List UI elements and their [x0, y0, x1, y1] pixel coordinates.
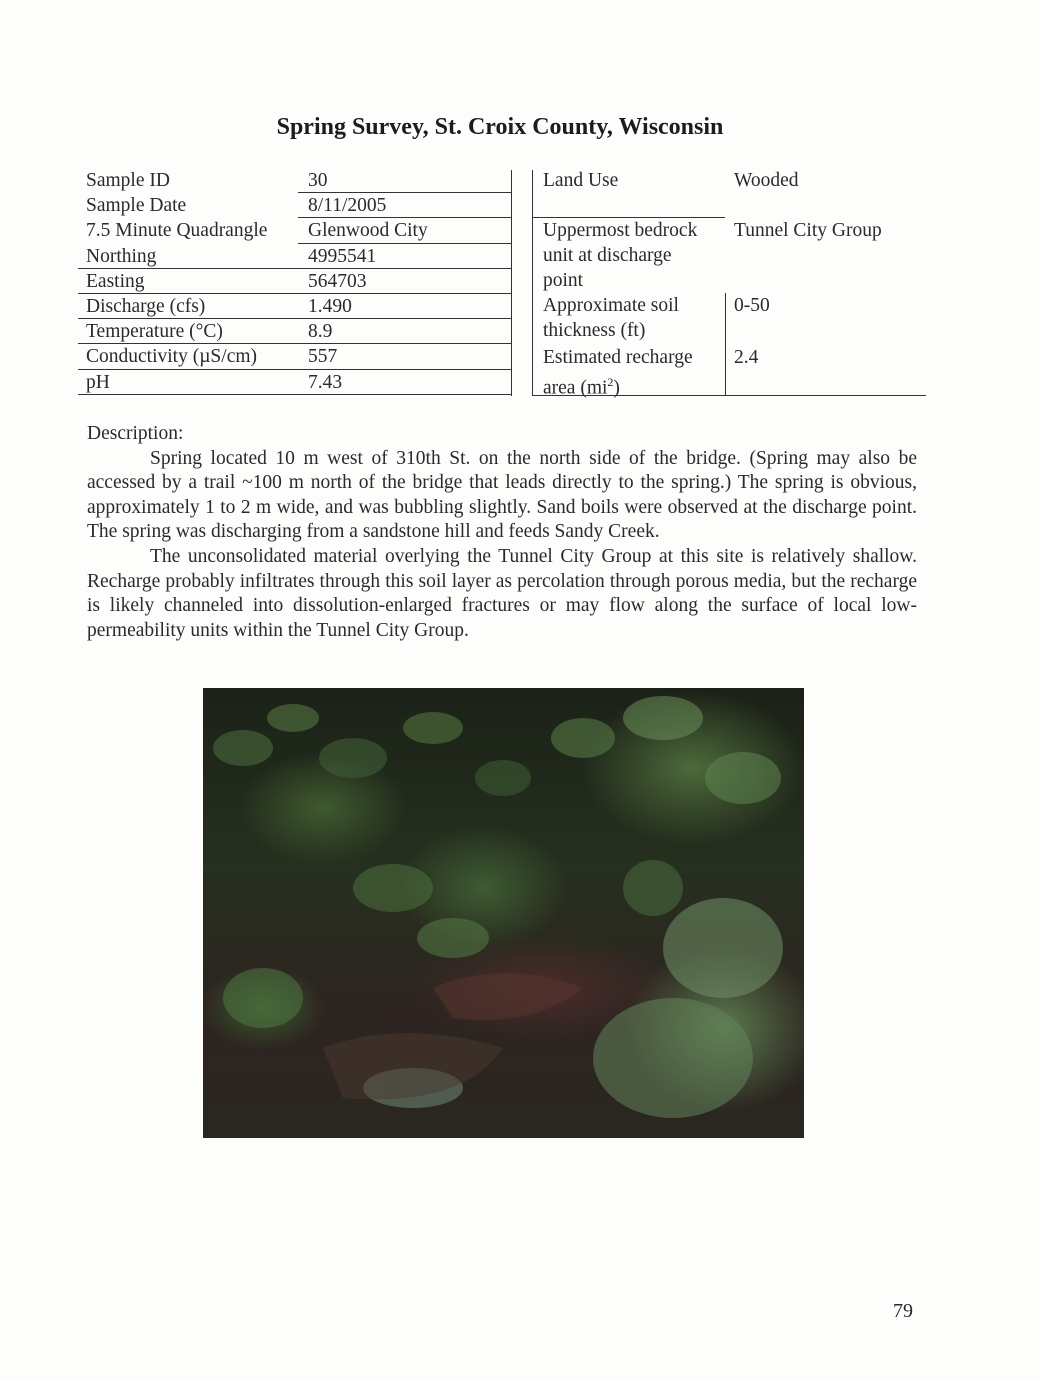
recharge-value: 2.4: [734, 347, 759, 368]
row-label: Sample Date: [86, 195, 187, 217]
row-value: 1.490: [308, 295, 352, 317]
row-value: 564703: [308, 270, 367, 292]
table-row: [78, 370, 512, 395]
description-paragraph: The unconsolidated material overlying the Tunnel City Group at this site is relatively shallow. Recharge probably infiltrates through this soil layer as percolation through porous media, but the recharge is likely channeled into dissolution-enlarged fractures or may flow along the surface of local low-permeability units within the Tunnel City Group.: [87, 545, 917, 641]
description-heading: Description:: [87, 423, 184, 444]
table-row: [78, 193, 512, 218]
table-divider: [511, 170, 512, 396]
bedrock-label-line-2: unit at discharge: [543, 245, 672, 266]
bedrock-label-line-3: point: [543, 270, 584, 291]
table-row: [78, 168, 512, 193]
row-label: Temperature (°C): [86, 321, 223, 343]
recharge-label-line-2: area $(mi^2)$: [543, 375, 620, 399]
row-rule: [78, 394, 512, 395]
table-divider: [532, 170, 533, 396]
row-value: 8/11/2005: [308, 195, 387, 217]
table-row: [78, 344, 512, 369]
sample-data-table: [78, 168, 512, 395]
row-label: Discharge (cfs): [86, 295, 206, 317]
row-label: Northing: [86, 245, 157, 267]
row-label: pH: [86, 371, 110, 393]
row-value: 4995541: [308, 245, 377, 267]
soil-label-line-2: thickness (ft): [543, 320, 646, 341]
row-label: Easting: [86, 270, 145, 292]
recharge-label-line-1: Estimated recharge: [543, 347, 693, 368]
soil-value: 0-50: [734, 295, 770, 316]
page-number: 79: [893, 1300, 913, 1322]
bedrock-label-line-1: Uppermost bedrock: [543, 220, 698, 241]
description-section: [87, 422, 917, 643]
row-label: Sample ID: [86, 170, 170, 191]
row-value: Glenwood City: [308, 220, 428, 242]
row-value: 8.9: [308, 321, 333, 343]
row-value: 557: [308, 346, 338, 368]
row-label: 7.5 Minute Quadrangle: [86, 220, 268, 242]
row-value: 7.43: [308, 371, 343, 393]
bedrock-value: Tunnel City Group: [734, 220, 882, 241]
page-title: Spring Survey, St. Croix County, Wisconsin: [276, 114, 724, 140]
table-bottom-rule: [533, 395, 926, 396]
description-paragraph: Spring located 10 m west of 310th St. on the north side of the bridge. (Spring may also be accessed by a trail ~100 m north of the bridge that leads directly to the spring.) The spring is obvious, approximately 1 to 2 m wide, and was bubbling slightly. Sand boils were observed at the discharge point. The spring was discharging from a sandstone hill and feeds Sandy Creek.: [87, 447, 917, 543]
table-row: [78, 244, 512, 269]
soil-label-line-1: Approximate soil: [543, 295, 679, 316]
table-row: [78, 269, 512, 294]
land-use-value: Wooded: [734, 170, 799, 191]
column-divider: [725, 293, 726, 396]
row-label: Conductivity (µS/cm): [86, 346, 258, 368]
photo-foliage: [203, 688, 804, 1138]
table-row: [78, 294, 512, 319]
table-row: [78, 319, 512, 344]
table-row: [78, 218, 512, 243]
spring-site-photo: [203, 688, 804, 1138]
land-use-label: Land Use: [543, 170, 619, 191]
row-value: 30: [308, 170, 328, 191]
